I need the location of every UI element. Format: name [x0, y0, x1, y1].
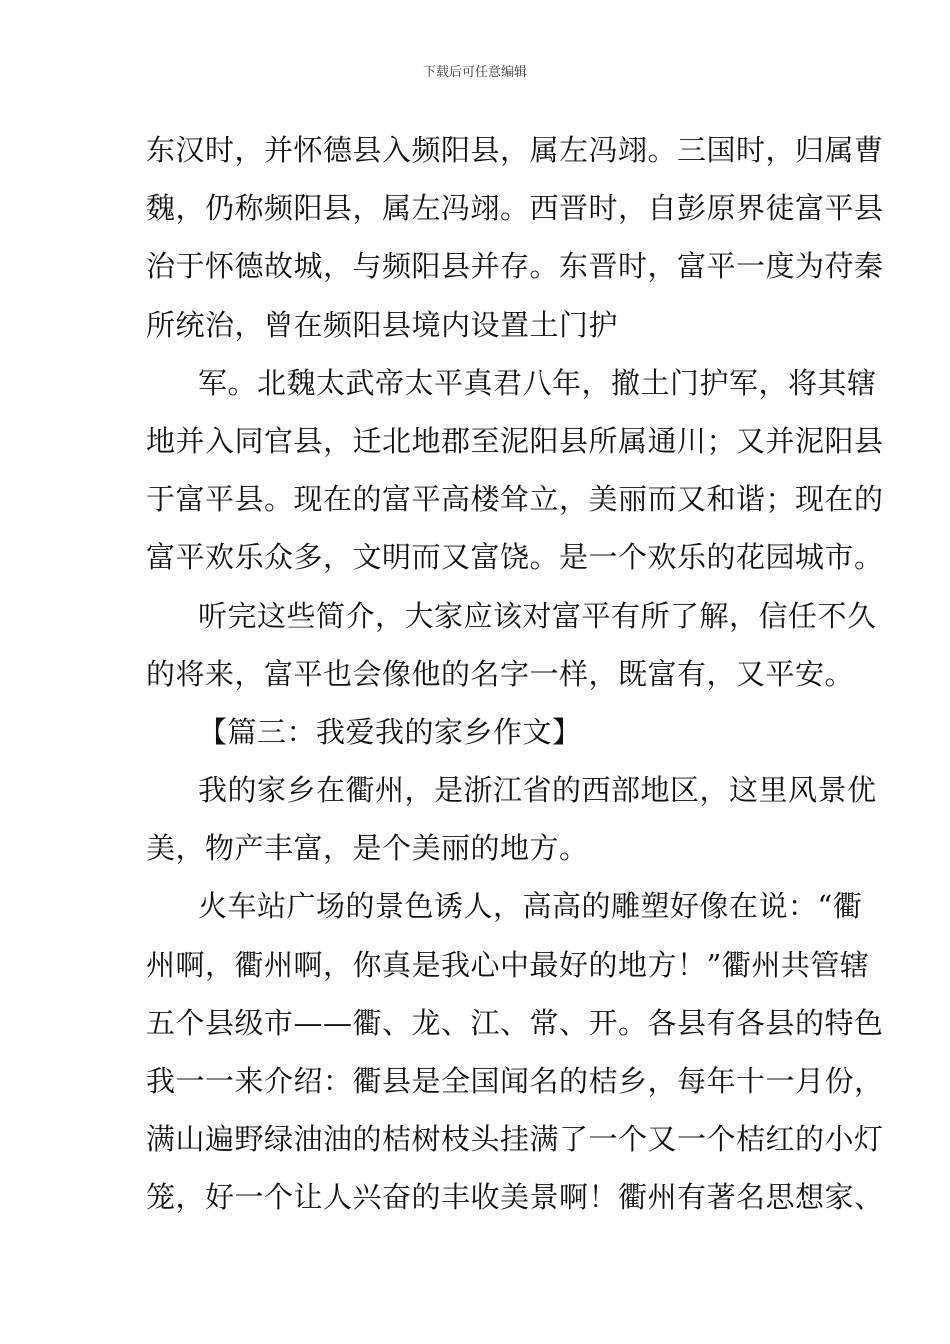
section-heading: 【篇三：我爱我的家乡作文】 — [198, 714, 582, 749]
text-line: 满山遍野绿油油的桔树枝头挂满了一个又一个桔红的小灯 — [146, 1122, 884, 1157]
page-header: 下载后可任意编辑 — [422, 65, 527, 80]
text-line: 富平欢乐众多，文明而又富饶。是一个欢乐的花园城市。 — [146, 540, 884, 575]
text-line: 军。北魏太武帝太平真君八年，撤土门护军，将其辖 — [198, 365, 877, 400]
text-line: 东汉时，并怀德县入频阳县，属左冯翊。三国时，归属曹 — [146, 133, 884, 167]
text-line: 五个县级市——衢、龙、江、常、开。各县有各县的特色 — [146, 1005, 884, 1040]
text-line: 火车站广场的景色诱人，高高的雕塑好像在说：“衢 — [198, 889, 863, 924]
text-line: 州啊，衢州啊，你真是我心中最好的地方！”衢州共管辖 — [146, 947, 870, 982]
text-line: 所统治，曾在频阳县境内设置土门护 — [146, 307, 619, 342]
text-line: 听完这些简介，大家应该对富平有所了解，信任不久 — [198, 598, 877, 633]
document-body — [146, 121, 884, 1227]
text-line: 我的家乡在衢州，是浙江省的西部地区，这里风景优 — [198, 773, 877, 808]
text-line: 魏，仍称频阳县，属左冯翊。西晋时，自彭原界徒富平县 — [146, 191, 884, 226]
text-line: 美，物产丰富，是个美丽的地方。 — [146, 831, 589, 866]
text-line: 于富平县。现在的富平高楼耸立，美丽而又和谐；现在的 — [146, 482, 884, 517]
text-line: 治于怀德故城，与频阳县并存。东晋时，富平一度为苻秦 — [146, 249, 884, 284]
text-line: 笼，好一个让人兴奋的丰收美景啊！衢州有著名思想家、 — [146, 1180, 884, 1215]
text-line: 的将来，富平也会像他的名字一样，既富有，又平安。 — [146, 656, 855, 691]
text-line: 我一一来介绍：衢县是全国闻名的桔乡，每年十一月份， — [146, 1064, 884, 1098]
text-line: 地并入同官县，迁北地郡至泥阳县所属通川；又并泥阳县 — [146, 423, 884, 458]
